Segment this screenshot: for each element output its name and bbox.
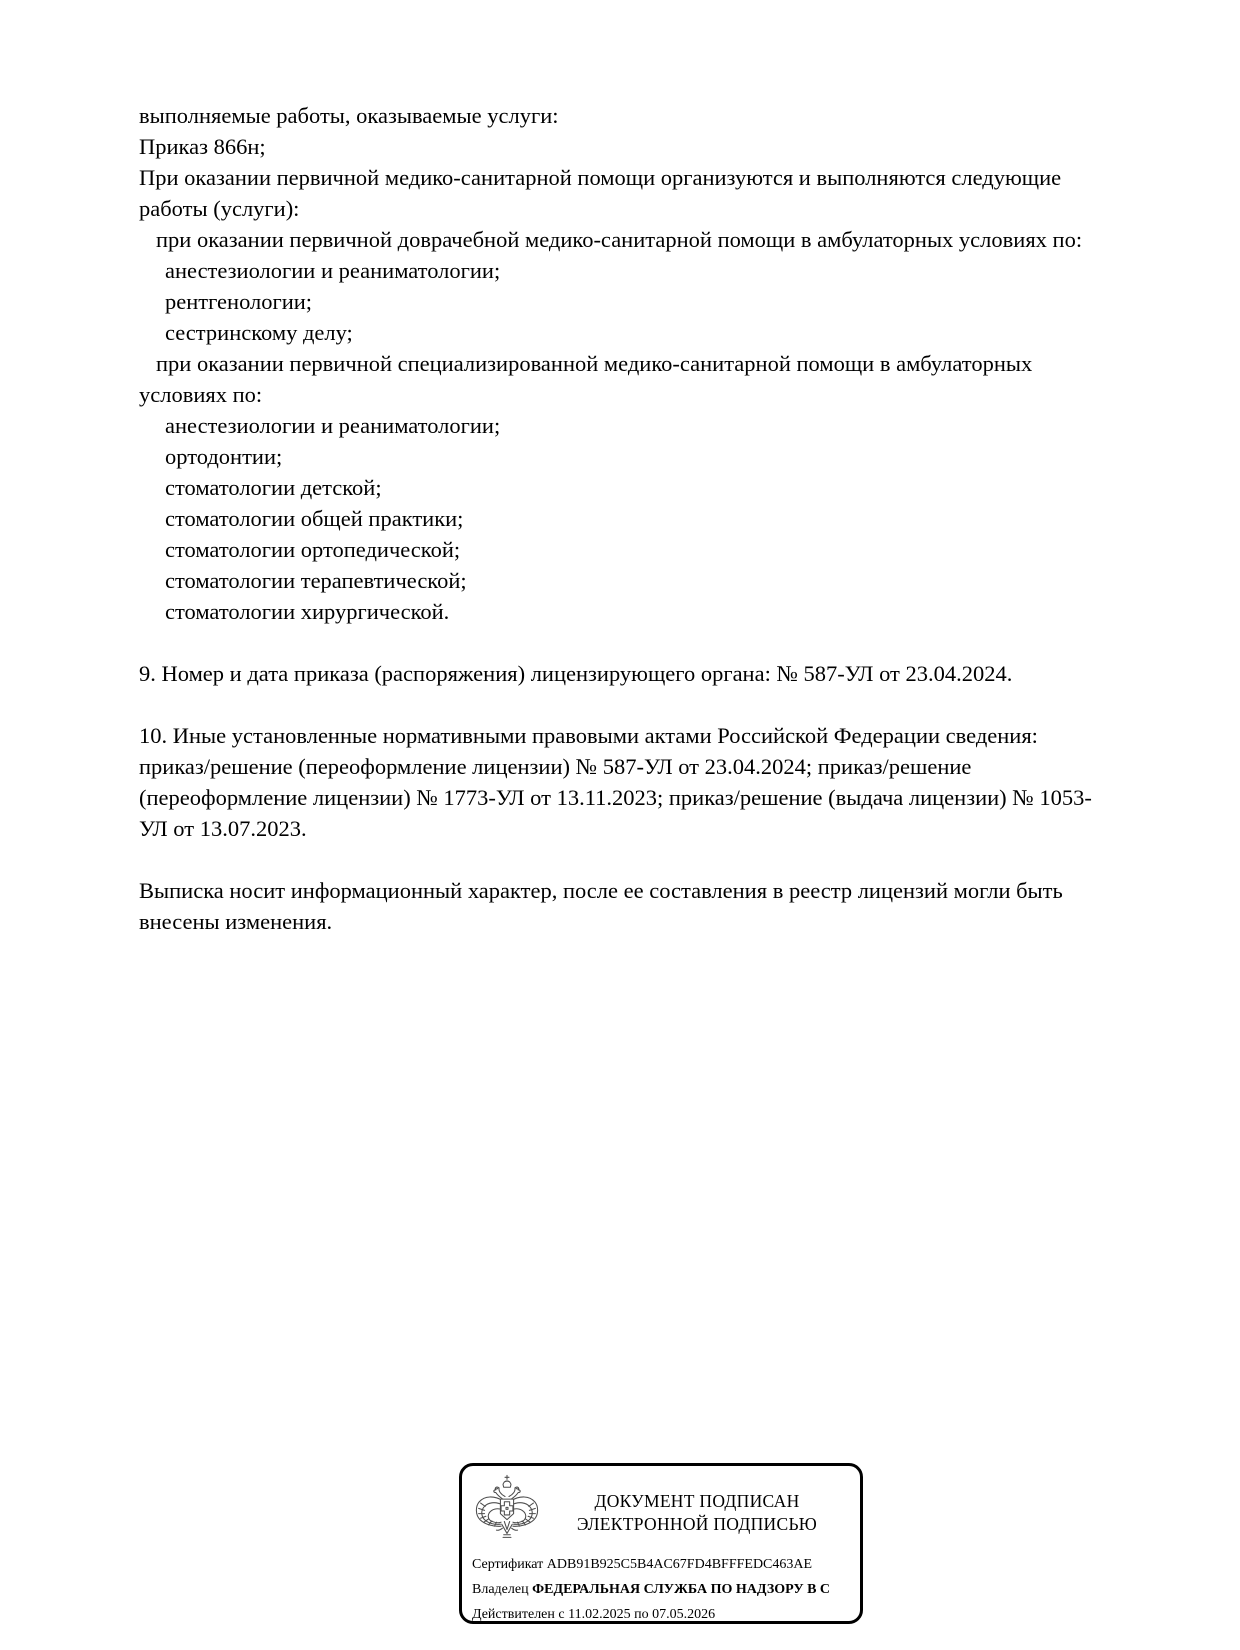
paragraph: Приказ 866н; bbox=[139, 134, 266, 159]
stamp-title bbox=[540, 1474, 854, 1536]
paragraph: при оказании первичной специализированной медико-санитарной помощи в амбулаторных условиях по: bbox=[139, 351, 1033, 407]
certificate-line bbox=[472, 1552, 860, 1577]
certificate-label: Сертификат bbox=[472, 1557, 544, 1572]
owner-line bbox=[472, 1577, 860, 1602]
paragraph: 10. Иные установленные нормативными правовыми актами Российской Федерации сведения: приказ/решение (переоформление лицензии) № 587-УЛ от 23.04.2024; приказ/решение (переоформление лицензии) № 1773-УЛ от 13.11.2023; приказ/решение (выдача лицензии) № 1053-УЛ от 13.07.2023. bbox=[139, 723, 1092, 841]
paragraph: ортодонтии; bbox=[165, 444, 283, 469]
owner-label: Владелец bbox=[472, 1582, 529, 1597]
owner-value: ФЕДЕРАЛЬНАЯ СЛУЖБА ПО НАДЗОРУ В С bbox=[532, 1582, 831, 1597]
paragraph: стоматологии ортопедической; bbox=[165, 537, 461, 562]
paragraph: 9. Номер и дата приказа (распоряжения) лицензирующего органа: № 587-УЛ от 23.04.2024. bbox=[139, 661, 1013, 686]
paragraph: Выписка носит информационный характер, после ее составления в реестр лицензий могли быть внесены изменения. bbox=[139, 878, 1063, 934]
validity-line: Действителен с 11.02.2025 по 07.05.2026 bbox=[472, 1607, 716, 1622]
paragraph: стоматологии хирургической. bbox=[165, 599, 450, 624]
stamp-title-line1: ДОКУМЕНТ ПОДПИСАН bbox=[594, 1491, 800, 1511]
stamp-title-line2: ЭЛЕКТРОННОЙ ПОДПИСЬЮ bbox=[576, 1514, 818, 1534]
paragraph: При оказании первичной медико-санитарной помощи организуются и выполняются следующие работы (услуги): bbox=[139, 165, 1062, 221]
paragraph: выполняемые работы, оказываемые услуги: bbox=[139, 103, 559, 128]
roszdravnadzor-double-headed-eagle-icon bbox=[474, 1474, 540, 1548]
stamp-header bbox=[462, 1466, 860, 1548]
paragraph: рентгенологии; bbox=[165, 289, 313, 314]
paragraph: стоматологии детской; bbox=[165, 475, 382, 500]
stamp-details bbox=[462, 1548, 860, 1624]
certificate-value: ADB91B925C5B4AC67FD4BFFFEDC463AE bbox=[546, 1557, 813, 1572]
document-body bbox=[139, 100, 1101, 937]
signature-stamp bbox=[459, 1463, 863, 1624]
paragraph: сестринскому делу; bbox=[165, 320, 353, 345]
paragraph: стоматологии терапевтической; bbox=[165, 568, 467, 593]
paragraph: анестезиологии и реаниматологии; bbox=[165, 258, 501, 283]
paragraph: стоматологии общей практики; bbox=[165, 506, 464, 531]
paragraph: анестезиологии и реаниматологии; bbox=[165, 413, 501, 438]
paragraph: при оказании первичной доврачебной медико-санитарной помощи в амбулаторных условиях по: bbox=[156, 227, 1083, 252]
